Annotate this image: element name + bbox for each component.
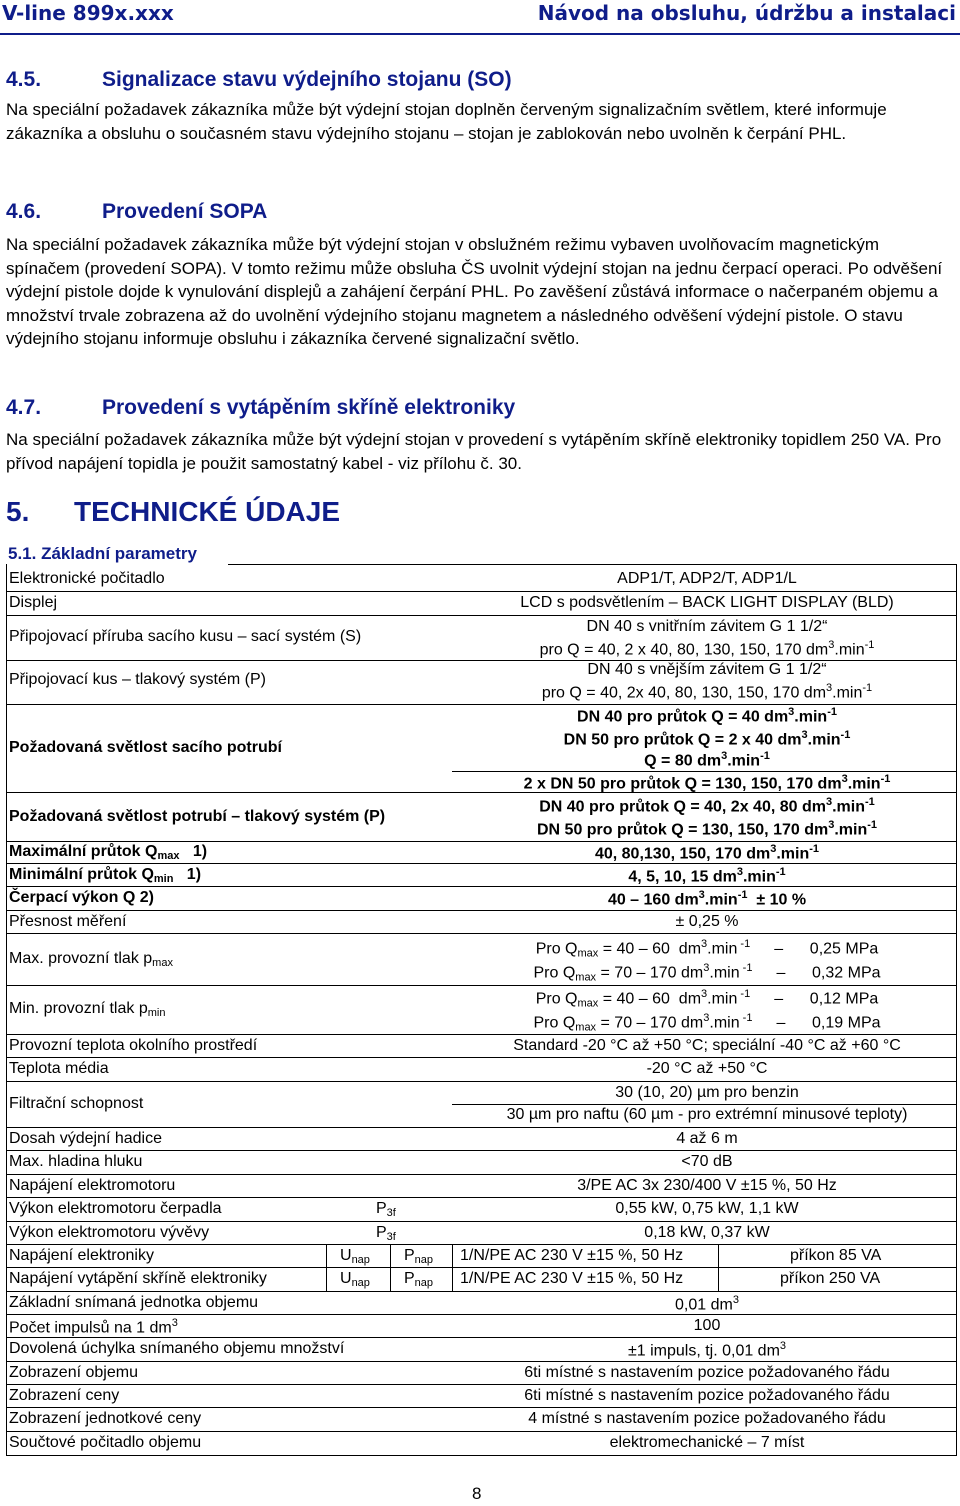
row-label: Elektronické počitadlo	[9, 570, 165, 587]
symbol-text: P	[404, 1247, 415, 1264]
section-4-5-heading	[6, 68, 512, 92]
cell-divider	[452, 1245, 453, 1292]
row-value: DN 40 s vnějším závitem G 1 1/2“	[587, 661, 827, 678]
table-row	[6, 1175, 957, 1198]
value-text: = 70 – 170 dm	[596, 964, 704, 982]
section-number: 4.7.	[6, 396, 42, 419]
value-text: Q = 80 dm	[644, 752, 722, 770]
value-text: 40, 80,130, 150, 170 dm	[594, 845, 771, 863]
value-text: .min	[847, 775, 881, 793]
table-row	[6, 1385, 957, 1408]
row-label	[9, 950, 173, 969]
table-row	[6, 1058, 957, 1082]
value-text: .min	[776, 845, 810, 863]
value-text: Pro Q	[535, 940, 578, 958]
table-row	[6, 1198, 957, 1222]
superscript: -1	[739, 1012, 753, 1024]
table-row	[6, 1408, 957, 1432]
row-label	[9, 1000, 165, 1019]
symbol	[340, 1270, 370, 1289]
row-value	[458, 866, 956, 886]
symbol	[404, 1270, 433, 1289]
table-row	[6, 1035, 957, 1058]
symbol-text: U	[340, 1247, 352, 1264]
superscript: -1	[809, 843, 820, 855]
table-row	[6, 705, 957, 793]
table-row	[6, 864, 957, 887]
row-value	[458, 639, 956, 659]
row-value: DN 40 s vnitřním závitem G 1 1/2“	[586, 618, 828, 635]
row-value: příkon 85 VA	[790, 1247, 882, 1264]
row-value: ADP1/T, ADP2/T, ADP1/L	[617, 570, 797, 587]
symbol	[404, 1247, 433, 1266]
section-4-5-text: Na speciální požadavek zákazníka může být výdejní stojan doplněn červeným signalizačním světlem, které informuje zákazníka a obsluhu o současném stavu výdejního stojanu – stojan je zablokován nebo uvolněn k čerpání PHL.	[6, 100, 887, 143]
superscript: 3	[703, 962, 710, 974]
value-text: DN 40 pro průtok Q = 40, 2x 40, 80 dm	[539, 798, 826, 816]
row-label: Zobrazení jednotkové ceny	[9, 1410, 202, 1427]
value-text: 0,01 dm	[675, 1296, 733, 1314]
superscript: 3	[828, 819, 835, 831]
value-text: – 0,12 MPa	[774, 990, 879, 1008]
document-title: Návod na obsluhu, údržbu a instalaci	[537, 1, 956, 25]
row-value: 0,55 kW, 0,75 kW, 1,1 kW	[615, 1200, 799, 1217]
superscript: -1	[865, 796, 875, 808]
subscript: 3f	[386, 1231, 396, 1243]
table-row	[6, 887, 957, 911]
row-label: Zobrazení objemu	[9, 1364, 138, 1381]
value-text: ± 10 %	[747, 891, 807, 909]
superscript: 3	[825, 796, 833, 808]
row-label: Připojovací příruba sacího kusu – sací systém (S)	[9, 628, 362, 645]
superscript: 3	[701, 988, 708, 1000]
product-name: V-line 899x.xxx	[2, 1, 174, 25]
table-row	[6, 616, 957, 661]
table-row	[6, 934, 957, 986]
subscript: nap	[414, 1254, 434, 1266]
table-row	[6, 1338, 957, 1362]
table-row	[6, 1245, 957, 1268]
subscript: max	[577, 997, 599, 1010]
row-value	[458, 796, 956, 816]
symbol	[340, 1247, 370, 1266]
row-value	[458, 682, 956, 702]
value-text: .min	[742, 868, 776, 886]
row-value	[458, 938, 956, 959]
table-row	[6, 1151, 957, 1175]
superscript: 3	[698, 889, 705, 901]
value-text: DN 50 pro průtok Q = 2 x 40 dm	[563, 731, 802, 749]
subscript: nap	[351, 1254, 370, 1266]
value-text: 40 – 160 dm	[607, 891, 699, 909]
value-text: pro Q = 40, 2x 40, 80, 130, 150, 170 dm	[541, 684, 827, 702]
value-text: .min	[707, 940, 738, 958]
value-text: .min	[834, 821, 868, 839]
superscript: 3	[703, 1012, 710, 1024]
value-text: Pro Q	[535, 990, 578, 1008]
row-label: Součtové počitadlo objemu	[9, 1434, 202, 1451]
row-label: Výkon elektromotoru vývěvy	[9, 1224, 210, 1241]
row-label	[9, 843, 207, 862]
row-label: Zobrazení ceny	[9, 1387, 120, 1404]
row-label: Napájení vytápění skříně elektroniky	[9, 1270, 267, 1287]
row-value: 3/PE AC 3x 230/400 V ±15 %, 50 Hz	[577, 1177, 837, 1194]
row-value	[458, 1340, 956, 1360]
subscript: max	[157, 850, 180, 862]
row-value	[458, 729, 956, 749]
superscript: 3	[770, 843, 777, 855]
row-value: 4 místné s nastavením pozice požadovaného řádu	[528, 1410, 886, 1427]
value-text: – 0,19 MPa	[776, 1014, 881, 1032]
table-row	[6, 1315, 957, 1338]
value-text: .min	[709, 1014, 740, 1032]
value-text: DN 40 pro průtok Q = 40 dm	[577, 708, 789, 726]
value-text: .min	[834, 641, 865, 659]
value-text: – 0,32 MPa	[776, 964, 881, 982]
row-value: elektromechanické – 7 míst	[609, 1434, 805, 1451]
header-divider	[0, 33, 960, 35]
table-row	[6, 1432, 957, 1456]
superscript: -1	[737, 988, 751, 1000]
superscript: 3	[171, 1317, 178, 1329]
cell-divider	[390, 1245, 391, 1292]
row-value	[458, 706, 956, 726]
table-row	[6, 1292, 957, 1315]
value-text: 4, 5, 10, 15 dm	[628, 868, 737, 886]
row-value: LCD s podsvětlením – BACK LIGHT DISPLAY (BLD)	[520, 594, 894, 611]
value-text: .min	[704, 891, 738, 909]
row-label: Požadovaná světlost potrubí – tlakový systém (P)	[9, 808, 386, 825]
superscript: 3	[841, 773, 848, 785]
value-text: = 40 – 60 dm	[598, 940, 702, 958]
table-row	[6, 661, 957, 705]
superscript: -1	[737, 938, 751, 950]
row-value: 6ti místné s nastavením pozice požadovaného řádu	[524, 1364, 890, 1381]
section-5-1-heading: 5.1. Základní parametry	[8, 544, 197, 563]
superscript: -1	[737, 889, 748, 901]
row-label: Přesnost měření	[9, 913, 127, 930]
superscript: 3	[828, 639, 835, 651]
row-value	[458, 750, 956, 770]
row-value: -20 °C až +50 °C	[646, 1060, 768, 1077]
value-text: = 40 – 60 dm	[598, 990, 702, 1008]
table-row	[6, 842, 957, 864]
value-text: .min	[832, 798, 865, 816]
value-text: .min	[794, 708, 828, 726]
row-value: ± 0,25 %	[675, 913, 739, 930]
symbol	[376, 1224, 396, 1243]
subscript: max	[577, 947, 599, 960]
value-text: = 70 – 170 dm	[596, 1014, 704, 1032]
row-value: 1/N/PE AC 230 V ±15 %, 50 Hz	[460, 1247, 684, 1264]
row-value	[458, 1294, 956, 1314]
row-label	[9, 1317, 178, 1337]
label-text: Minimální průtok Q	[9, 866, 154, 883]
symbol-text: U	[340, 1270, 352, 1287]
label-text: Počet impulsů na 1 dm	[9, 1319, 172, 1337]
row-value	[458, 773, 956, 793]
section-4-6-heading	[6, 200, 267, 224]
row-label: Max. hladina hluku	[9, 1153, 143, 1170]
superscript: 3	[826, 682, 833, 694]
row-value	[458, 843, 956, 863]
superscript: 3	[788, 706, 795, 718]
section-4-7-text: Na speciální požadavek zákazníka může být výdejní stojan v provedení s vytápěním skříně elektroniky topidlem 250 VA. Pro přívod napájení topidla je použit samostatný kabel - viz přílohu č. 30.	[6, 430, 942, 473]
value-text: pro Q = 40, 2 x 40, 80, 130, 150, 170 dm	[539, 641, 829, 659]
section-title: Provedení s vytápěním skříně elektroniky	[102, 396, 516, 419]
superscript: -1	[840, 729, 851, 741]
subscript: nap	[414, 1277, 434, 1289]
table-row	[6, 1362, 957, 1385]
superscript: 3	[721, 750, 728, 762]
row-value: 4 až 6 m	[676, 1130, 738, 1147]
table-row	[6, 911, 957, 934]
cell-divider	[452, 771, 956, 772]
label-text: 1)	[179, 843, 208, 860]
symbol-text: P	[376, 1224, 387, 1241]
value-text: Pro Q	[533, 964, 576, 982]
table-row	[6, 986, 957, 1035]
row-label: Displej	[9, 594, 58, 611]
value-text: ±1 impuls, tj. 0,01 dm	[627, 1342, 780, 1360]
row-value: 30 (10, 20) µm pro benzin	[615, 1084, 799, 1101]
section-title: Provedení SOPA	[102, 200, 268, 223]
superscript: 3	[779, 1340, 787, 1352]
subscript: max	[575, 971, 597, 984]
row-value: <70 dB	[681, 1153, 733, 1170]
row-label: Napájení elektromotoru	[9, 1177, 176, 1194]
table-row	[6, 1222, 957, 1245]
row-label: Základní snímaná jednotka objemu	[9, 1294, 259, 1311]
table-row	[6, 592, 957, 616]
subscript: max	[152, 957, 173, 969]
superscript: -1	[867, 819, 878, 831]
symbol-text: P	[376, 1200, 387, 1217]
superscript: -1	[775, 866, 786, 878]
page-header	[0, 0, 960, 30]
table-row	[6, 1268, 957, 1292]
cell-divider	[326, 1245, 327, 1292]
symbol	[376, 1200, 396, 1219]
value-text: Pro Q	[533, 1014, 576, 1032]
section-title: Signalizace stavu výdejního stojanu (SO)	[102, 68, 512, 91]
symbol-text: P	[404, 1270, 415, 1287]
subscript: min	[147, 1007, 166, 1019]
section-4-7-heading	[6, 396, 515, 420]
row-label: Požadovaná světlost sacího potrubí	[9, 739, 282, 756]
superscript: -1	[862, 682, 873, 694]
section-number: 4.5.	[6, 68, 42, 91]
page-number: 8	[472, 1484, 482, 1503]
superscript: 3	[736, 866, 743, 878]
value-text: 2 x DN 50 pro průtok Q = 130, 150, 170 dm	[523, 775, 842, 793]
table-row	[6, 568, 957, 592]
value-text: .min	[727, 752, 761, 770]
row-value	[458, 819, 956, 839]
value-text: .min	[707, 990, 738, 1008]
section-number: 4.6.	[6, 200, 42, 223]
superscript: 3	[801, 729, 808, 741]
row-value	[458, 1012, 956, 1033]
cell-divider	[718, 1245, 719, 1292]
row-value: 30 µm pro naftu (60 µm - pro extrémní minusové teploty)	[506, 1106, 908, 1123]
row-value: Standard -20 °C až +50 °C; speciální -40 °C až +60 °C	[513, 1037, 901, 1054]
row-label: Filtrační schopnost	[9, 1095, 144, 1112]
table-row	[6, 793, 957, 842]
label-text: Min. provozní tlak p	[9, 1000, 148, 1017]
row-label: Dovolená úchylka snímaného objemu množství	[9, 1340, 345, 1357]
section-title: TECHNICKÉ ÚDAJE	[74, 496, 341, 527]
subscript: 3f	[386, 1207, 396, 1219]
row-value	[458, 988, 956, 1009]
row-label: Výkon elektromotoru čerpadla	[9, 1200, 222, 1217]
row-value: 1/N/PE AC 230 V ±15 %, 50 Hz	[460, 1270, 684, 1287]
row-label: Připojovací kus – tlakový systém (P)	[9, 671, 266, 688]
value-text: – 0,25 MPa	[774, 940, 879, 958]
section-4-6-text: Na speciální požadavek zákazníka může být výdejní stojan v obslužném režimu vybaven uvolňovacím magnetickým spínačem (provedení SOPA). V tomto režimu může obsluha ČS uvolnit výdejní stojan na jednu čerpací operaci. Po odvěšení výdejní pistole dojde k vynulování displejů a zahájení čerpání PHL. Po zavěšení zůstává informace o načerpaném objemu a množství trvale zobrazena až do uvolnění výdejního stojanu magnetem a následného odvěšení výdejní pistole. O stavu výdejního stojanu informuje obsluhu i zákazníka červené signalizační světlo.	[6, 235, 943, 348]
table-row	[6, 1082, 957, 1128]
label-text: Maximální průtok Q	[9, 843, 158, 860]
section-5-heading	[6, 496, 340, 528]
row-value: 6ti místné s nastavením pozice požadovaného řádu	[524, 1387, 890, 1404]
row-value: 100	[693, 1317, 721, 1334]
row-value: 0,18 kW, 0,37 kW	[644, 1224, 770, 1241]
row-label: Teplota média	[9, 1060, 109, 1077]
label-text: 1)	[173, 866, 202, 883]
superscript: -1	[864, 639, 875, 651]
row-value	[458, 962, 956, 983]
value-text: .min	[807, 731, 841, 749]
superscript: -1	[827, 706, 837, 718]
superscript: -1	[760, 750, 770, 762]
value-text: .min	[709, 964, 740, 982]
superscript: -1	[880, 773, 891, 785]
superscript: 3	[701, 938, 708, 950]
row-label	[9, 866, 201, 885]
superscript: -1	[739, 962, 753, 974]
row-label: Čerpací výkon Q 2)	[9, 889, 154, 906]
label-text: Max. provozní tlak p	[9, 950, 153, 967]
row-value: příkon 250 VA	[780, 1270, 881, 1287]
row-label: Dosah výdejní hadice	[9, 1130, 162, 1147]
value-text: DN 50 pro průtok Q = 130, 150, 170 dm	[536, 821, 829, 839]
row-value	[458, 889, 956, 909]
row-label: Napájení elektroniky	[9, 1247, 154, 1264]
table-row	[6, 1128, 957, 1151]
subscript: min	[153, 873, 174, 885]
value-text: .min	[832, 684, 863, 702]
cell-divider	[452, 1104, 956, 1105]
superscript: 3	[732, 1294, 739, 1306]
subscript: max	[575, 1021, 597, 1034]
section-number: 5.	[6, 496, 30, 527]
row-label: Provozní teplota okolního prostředí	[9, 1037, 258, 1054]
subscript: nap	[351, 1277, 370, 1289]
